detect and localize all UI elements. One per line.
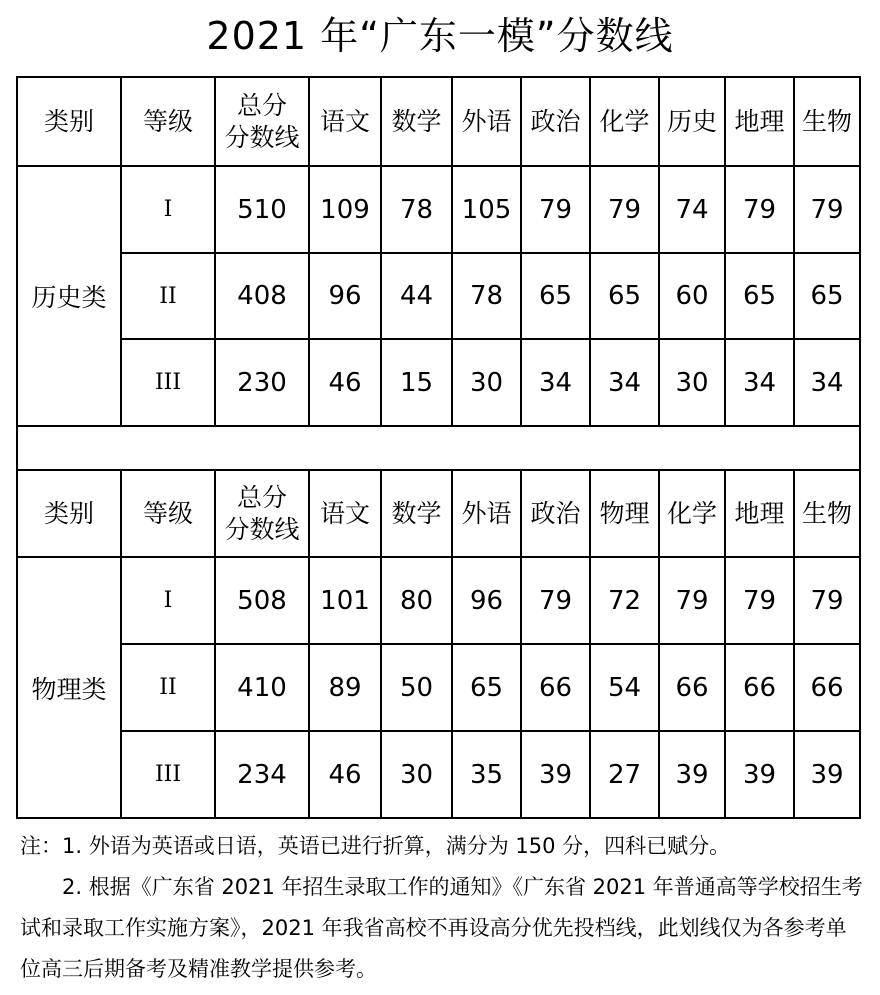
score-cell: 79	[725, 166, 794, 253]
score-cell: 79	[521, 166, 590, 253]
score-cell: 30	[381, 731, 452, 818]
page-title: 2021 年“广东一模”分数线	[206, 14, 674, 58]
header-cell: 政治	[521, 470, 590, 557]
header-cell: 外语	[452, 77, 521, 166]
score-cell: 79	[794, 557, 860, 644]
score-cell: 79	[590, 166, 659, 253]
header-cell: 生物	[794, 470, 860, 557]
score-cell: 50	[381, 644, 452, 731]
header-cell: 生物	[794, 77, 860, 166]
score-cell: 78	[452, 253, 521, 339]
score-cell: 60	[659, 253, 725, 339]
score-cell: 65	[452, 644, 521, 731]
table-row	[17, 166, 860, 253]
score-cell: 101	[309, 557, 381, 644]
header-cell: 类别	[17, 77, 121, 166]
score-cell: 66	[794, 644, 860, 731]
header-cell: 总分 分数线	[215, 77, 309, 166]
grade-cell: II	[121, 644, 215, 731]
score-cell: 410	[215, 644, 309, 731]
table-row	[17, 339, 860, 426]
score-cell: 34	[794, 339, 860, 426]
header-cell: 等级	[121, 77, 215, 166]
spacer-cell	[17, 426, 860, 470]
score-cell: 30	[452, 339, 521, 426]
score-cell: 27	[590, 731, 659, 818]
score-cell: 65	[590, 253, 659, 339]
header-cell: 数学	[381, 77, 452, 166]
score-cell: 109	[309, 166, 381, 253]
footnote-2: 2. 根据《广东省 2021 年招生录取工作的通知》《广东省 2021 年普通高等学校招生考试和录取工作实施方案》，2021 年我省高校不再设高分优先投档线，此划线仅为各参考单位高三后期备考及精准教学提供参考。	[20, 875, 863, 981]
header-cell: 类别	[17, 470, 121, 557]
score-cell: 34	[590, 339, 659, 426]
score-cell: 65	[794, 253, 860, 339]
score-cell: 96	[309, 253, 381, 339]
score-cell: 39	[521, 731, 590, 818]
header-cell: 数学	[381, 470, 452, 557]
header-cell: 地理	[725, 470, 794, 557]
score-cell: 35	[452, 731, 521, 818]
score-cell: 34	[725, 339, 794, 426]
score-cell: 230	[215, 339, 309, 426]
table-row	[17, 253, 860, 339]
header-cell: 历史	[659, 77, 725, 166]
score-table	[16, 76, 861, 819]
footnotes	[20, 826, 865, 990]
header-cell: 总分 分数线	[215, 470, 309, 557]
footnote-1: 注：1. 外语为英语或日语，英语已进行折算，满分为 150 分，四科已赋分。	[20, 834, 731, 858]
score-cell: 79	[794, 166, 860, 253]
score-cell: 15	[381, 339, 452, 426]
category-cell-history: 历史类	[17, 166, 121, 426]
score-cell: 89	[309, 644, 381, 731]
score-cell: 79	[521, 557, 590, 644]
header-cell: 语文	[309, 77, 381, 166]
score-cell: 79	[725, 557, 794, 644]
category-cell-physics: 物理类	[17, 557, 121, 818]
header-cell: 地理	[725, 77, 794, 166]
score-cell: 408	[215, 253, 309, 339]
score-cell: 96	[452, 557, 521, 644]
header-cell: 外语	[452, 470, 521, 557]
header-cell: 物理	[590, 470, 659, 557]
section-divider-row	[17, 426, 860, 470]
header-cell: 政治	[521, 77, 590, 166]
score-cell: 46	[309, 339, 381, 426]
grade-cell: III	[121, 339, 215, 426]
score-cell: 39	[794, 731, 860, 818]
score-cell: 66	[521, 644, 590, 731]
score-cell: 54	[590, 644, 659, 731]
header-cell: 语文	[309, 470, 381, 557]
table-row	[17, 644, 860, 731]
score-cell: 72	[590, 557, 659, 644]
score-cell: 510	[215, 166, 309, 253]
table-row	[17, 557, 860, 644]
score-cell: 39	[725, 731, 794, 818]
score-cell: 508	[215, 557, 309, 644]
score-cell: 65	[521, 253, 590, 339]
header-cell: 等级	[121, 470, 215, 557]
score-cell: 46	[309, 731, 381, 818]
score-cell: 66	[725, 644, 794, 731]
score-cell: 234	[215, 731, 309, 818]
table-row	[17, 731, 860, 818]
grade-cell: I	[121, 166, 215, 253]
history-header-row	[17, 77, 860, 166]
score-cell: 79	[659, 557, 725, 644]
score-cell: 80	[381, 557, 452, 644]
score-cell: 34	[521, 339, 590, 426]
score-cell: 74	[659, 166, 725, 253]
grade-cell: II	[121, 253, 215, 339]
header-cell: 化学	[590, 77, 659, 166]
score-cell: 44	[381, 253, 452, 339]
header-cell: 化学	[659, 470, 725, 557]
physics-header-row	[17, 470, 860, 557]
score-cell: 105	[452, 166, 521, 253]
grade-cell: I	[121, 557, 215, 644]
score-cell: 39	[659, 731, 725, 818]
score-cell: 78	[381, 166, 452, 253]
score-cell: 66	[659, 644, 725, 731]
score-cell: 30	[659, 339, 725, 426]
score-cell: 65	[725, 253, 794, 339]
grade-cell: III	[121, 731, 215, 818]
